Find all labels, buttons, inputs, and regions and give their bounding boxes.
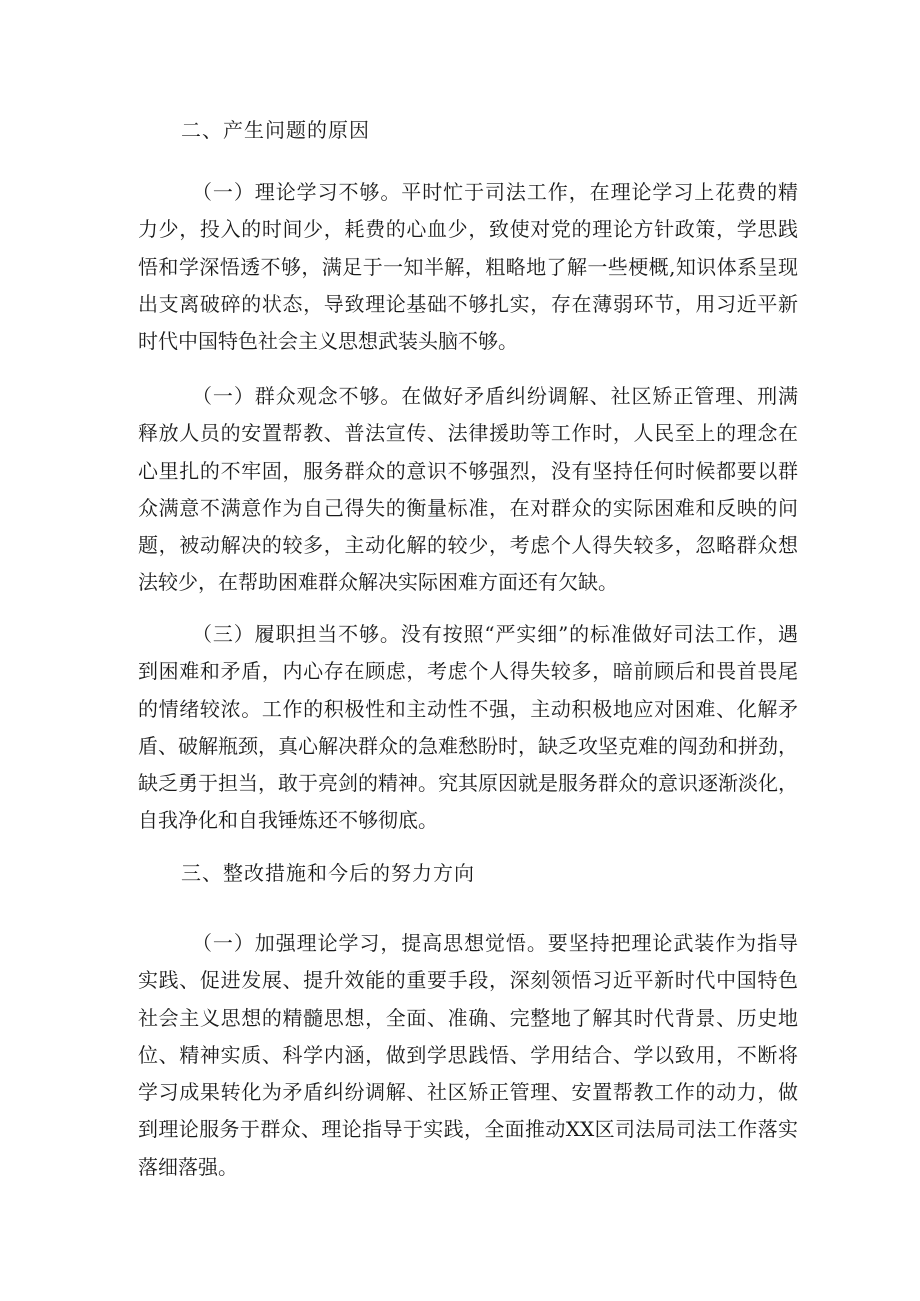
paragraph-line: （三）履职担当不够。没有按照“严实细”的标准做好司法工作，遇 [192, 622, 798, 646]
paragraph-line: 出支离破碎的状态，导致理论基础不够扎实，存在薄弱环节，用习近平新 [138, 291, 798, 316]
paragraph-line: 社会主义思想的精髓思想，全面、准确、完整地了解其时代背景、历史地 [138, 1005, 798, 1030]
paragraph-line: 心里扎的不牢固，服务群众的意识不够强烈，没有坚持任何时候都要以群 [138, 458, 798, 483]
paragraph-line: 悟和学深悟透不够，满足于一知半解，粗略地了解一些梗概,知识体系呈现 [138, 254, 798, 279]
paragraph-strengthen-theory [138, 925, 798, 1186]
paragraph-line: 学习成果转化为矛盾纠纷调解、社区矫正管理、安置帮教工作的动力，做 [138, 1080, 798, 1105]
paragraph-line: （一）群众观念不够。在做好矛盾纠纷调解、社区矫正管理、刑满 [192, 384, 798, 408]
paragraph-line: 到困难和矛盾，内心存在顾虑，考虑个人得失较多，暗前顾后和畏首畏尾 [138, 659, 798, 684]
paragraph-line: 缺乏勇于担当，敢于亮剑的精神。究其原因就是服务群众的意识逐渐淡化， [138, 771, 798, 796]
paragraph-line: （一）理论学习不够。平时忙于司法工作，在理论学习上花费的精 [192, 180, 798, 204]
paragraph-theory-study [138, 174, 798, 360]
section-heading-measures: 三、整改措施和今后的努力方向 [181, 861, 475, 885]
paragraph-line: 盾、破解瓶颈，真心解决群众的急难愁盼时，缺乏攻坚克难的闯劲和拼劲， [138, 733, 798, 758]
section-heading-causes: 二、产生问题的原因 [181, 118, 370, 142]
paragraph-line: 题，被动解决的较多，主动化解的较少，考虑个人得失较多，忽略群众想 [138, 533, 798, 558]
paragraph-line: 实践、促进发展、提升效能的重要手段，深刻领悟习近平新时代中国特色 [138, 968, 798, 993]
paragraph-line: 的情绪较浓。工作的积极性和主动性不强，主动积极地应对困难、化解矛 [138, 696, 798, 721]
paragraph-line: 位、精神实质、科学内涵，做到学思践悟、学用结合、学以致用，不断将 [138, 1042, 798, 1067]
paragraph-line: 到理论服务于群众、理论指导于实践，全面推动XX区司法局司法工作落实 [138, 1117, 798, 1142]
paragraph-line: 力少，投入的时间少，耗费的心血少，致使对党的理论方针政策，学思践 [138, 217, 798, 242]
paragraph-line: 时代中国特色社会主义思想武装头脑不够。 [138, 329, 518, 354]
paragraph-line: 释放人员的安置帮教、普法宣传、法律援助等工作时，人民至上的理念在 [138, 421, 798, 446]
paragraph-line: （一）加强理论学习，提高思想觉悟。要坚持把理论武装作为指导 [192, 931, 798, 955]
paragraph-line: 落细落强。 [138, 1154, 238, 1179]
paragraph-line: 法较少，在帮助困难群众解决实际困难方面还有欠缺。 [138, 570, 618, 595]
paragraph-mass-concept [138, 378, 798, 602]
paragraph-line: 自我净化和自我锤炼还不够彻底。 [138, 808, 438, 833]
paragraph-line: 众满意不满意作为自己得失的衡量标准，在对群众的实际困难和反映的问 [138, 495, 798, 520]
paragraph-responsibility [138, 616, 798, 840]
